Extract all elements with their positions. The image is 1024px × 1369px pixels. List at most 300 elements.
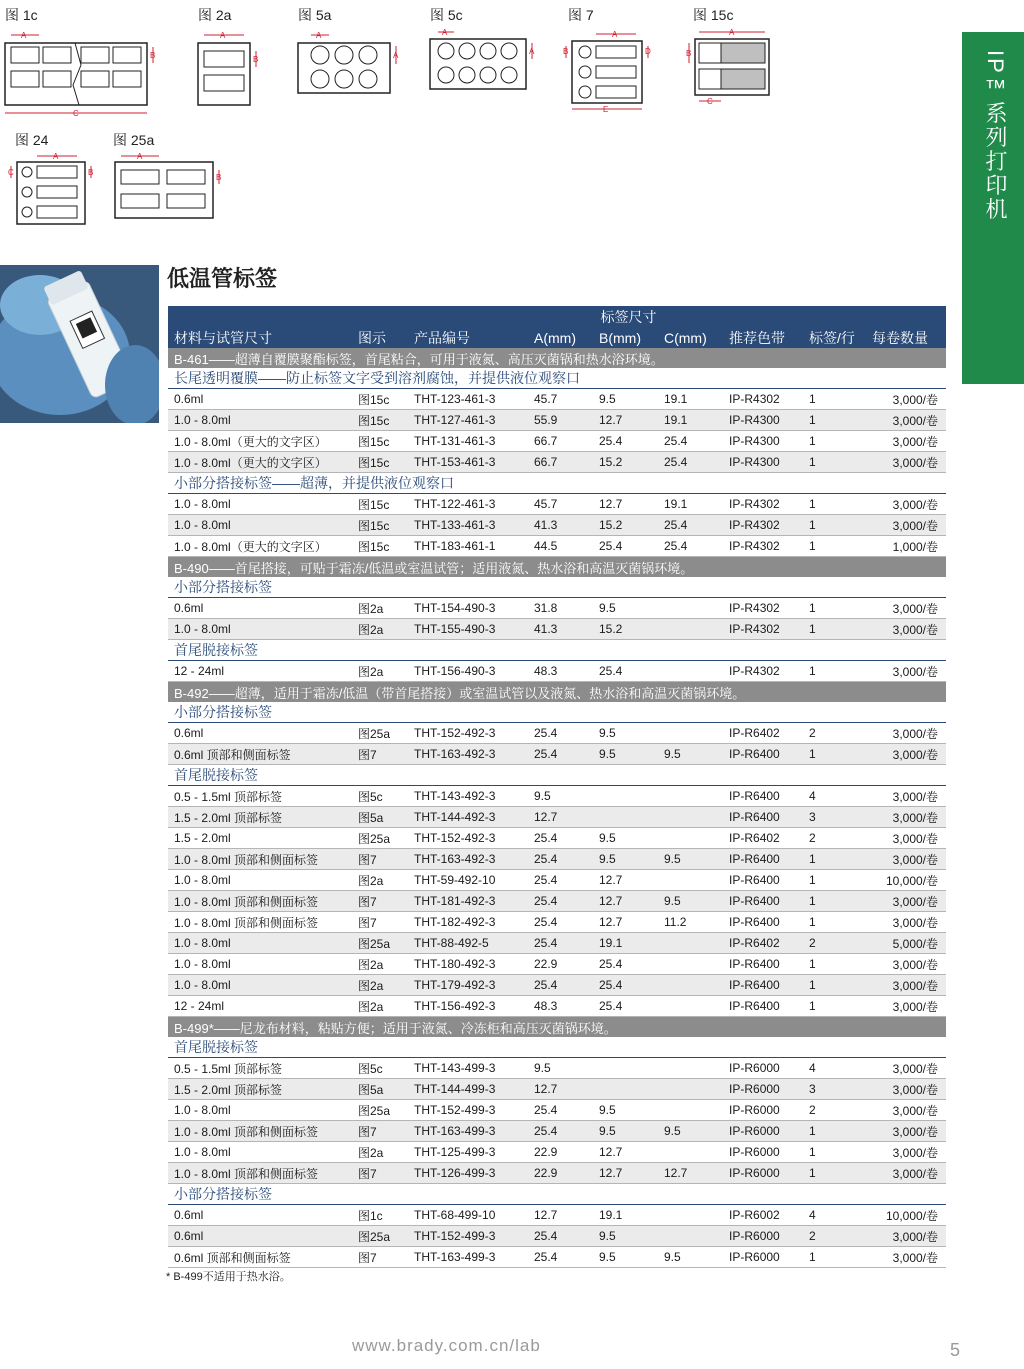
table-row [168, 661, 946, 682]
material-group-title: B-499*——尼龙布材料，粘贴方便；适用于液氮、冷冻柜和高压灭菌锅环境。 [168, 1017, 946, 1038]
subgroup-title: 首尾脱接标签 [168, 1037, 946, 1058]
subgroup-row [168, 640, 946, 661]
cell-part-number: THT-144-492-3 [408, 807, 528, 828]
figure-7-diagram [563, 25, 668, 135]
col-header: 标签/行 [803, 327, 866, 348]
table-row [168, 1205, 946, 1226]
cell-c-mm [658, 996, 723, 1017]
cell-figure: 图1c [352, 1205, 408, 1226]
cell-qty-per-roll: 10,000/卷 [866, 870, 946, 891]
cell-a-mm: 12.7 [528, 1205, 593, 1226]
cell-qty-per-roll: 3,000/卷 [866, 598, 946, 619]
cell-a-mm: 12.7 [528, 807, 593, 828]
cell-a-mm: 44.5 [528, 536, 593, 557]
figure-label: 图 2a [198, 7, 232, 23]
footer-url[interactable]: www.brady.com.cn/lab [352, 1336, 541, 1355]
col-header: 材料与试管尺寸 [168, 327, 352, 348]
cell-ribbon: IP-R6000 [723, 1100, 803, 1121]
cell-a-mm: 12.7 [528, 1079, 593, 1100]
cell-c-mm [658, 954, 723, 975]
cell-labels-per-row: 1 [803, 891, 866, 912]
cell-ribbon: IP-R6400 [723, 912, 803, 933]
cell-a-mm: 25.4 [528, 744, 593, 765]
cell-ribbon: IP-R6000 [723, 1121, 803, 1142]
cell-a-mm: 22.9 [528, 954, 593, 975]
col-header: B(mm) [593, 327, 658, 348]
cell-qty-per-roll: 5,000/卷 [866, 933, 946, 954]
cell-figure: 图2a [352, 661, 408, 682]
cell-ribbon: IP-R6400 [723, 807, 803, 828]
cell-material: 0.5 - 1.5ml 顶部标签 [168, 786, 352, 807]
cell-labels-per-row: 1 [803, 1247, 866, 1268]
cell-ribbon: IP-R4300 [723, 452, 803, 473]
subgroup-title: 小部分搭接标签——超薄，并提供液位观察口 [168, 473, 946, 494]
cell-ribbon: IP-R6000 [723, 1163, 803, 1184]
svg-text:B: B [150, 51, 156, 60]
subgroup-row [168, 702, 946, 723]
table-row [168, 619, 946, 640]
subgroup-title: 长尾透明覆膜——防止标签文字受到溶剂腐蚀，并提供液位观察口 [168, 368, 946, 389]
cell-b-mm [593, 786, 658, 807]
cell-ribbon: IP-R6402 [723, 723, 803, 744]
cell-a-mm: 66.7 [528, 452, 593, 473]
cell-c-mm [658, 786, 723, 807]
table-row [168, 807, 946, 828]
cell-ribbon: IP-R6400 [723, 744, 803, 765]
table-row [168, 536, 946, 557]
cell-labels-per-row: 1 [803, 536, 866, 557]
cell-qty-per-roll: 3,000/卷 [866, 849, 946, 870]
cell-ribbon: IP-R4302 [723, 619, 803, 640]
svg-text:A: A [53, 152, 59, 161]
figure-label: 图 7 [568, 7, 594, 23]
material-group-title: B-461——超薄自覆膜聚酯标签，首尾粘合，可用于液氮、高压灭菌锅和热水浴环境。 [168, 348, 946, 368]
svg-text:A: A [220, 31, 226, 40]
table-row [168, 723, 946, 744]
cell-labels-per-row: 1 [803, 1121, 866, 1142]
cell-a-mm: 25.4 [528, 870, 593, 891]
cell-c-mm [658, 661, 723, 682]
cell-labels-per-row: 1 [803, 975, 866, 996]
cell-figure: 图2a [352, 619, 408, 640]
cell-material: 1.0 - 8.0ml 顶部和侧面标签 [168, 891, 352, 912]
page-number: 5 [950, 1340, 961, 1360]
table-row [168, 1226, 946, 1247]
cell-labels-per-row: 1 [803, 744, 866, 765]
cell-a-mm: 31.8 [528, 598, 593, 619]
cell-material: 0.6ml 顶部和侧面标签 [168, 744, 352, 765]
footnote: * B-499不适用于热水浴。 [166, 1271, 291, 1283]
material-group-title: B-490——首尾搭接，可贴于霜冻/低温或室温试管；适用液氮、热水浴和高温灭菌锅环境。 [168, 557, 946, 578]
material-group-row [168, 348, 946, 368]
figure-label: 图 5c [430, 7, 463, 23]
size-group-header: 标签尺寸 [528, 306, 723, 327]
figure-5a-diagram [298, 25, 408, 125]
cell-figure: 图5a [352, 807, 408, 828]
table-row [168, 933, 946, 954]
cell-c-mm: 9.5 [658, 1121, 723, 1142]
cell-ribbon: IP-R6400 [723, 975, 803, 996]
cell-material: 1.0 - 8.0ml（更大的文字区） [168, 431, 352, 452]
cell-a-mm: 9.5 [528, 1058, 593, 1079]
cell-part-number: THT-163-499-3 [408, 1121, 528, 1142]
cell-figure: 图7 [352, 891, 408, 912]
cell-labels-per-row: 3 [803, 1079, 866, 1100]
table-row [168, 1247, 946, 1268]
cell-qty-per-roll: 3,000/卷 [866, 515, 946, 536]
cell-ribbon: IP-R6002 [723, 1205, 803, 1226]
cell-part-number: THT-163-492-3 [408, 744, 528, 765]
cell-figure: 图7 [352, 912, 408, 933]
cell-b-mm: 25.4 [593, 996, 658, 1017]
table-row [168, 954, 946, 975]
cell-c-mm [658, 619, 723, 640]
cell-b-mm: 12.7 [593, 410, 658, 431]
cell-labels-per-row: 4 [803, 1205, 866, 1226]
cell-ribbon: IP-R6400 [723, 954, 803, 975]
cell-qty-per-roll: 3,000/卷 [866, 431, 946, 452]
svg-text:A: A [529, 47, 535, 56]
svg-text:E: E [603, 105, 609, 114]
cell-b-mm: 12.7 [593, 912, 658, 933]
cell-part-number: THT-156-492-3 [408, 996, 528, 1017]
cell-ribbon: IP-R4302 [723, 661, 803, 682]
cell-material: 0.5 - 1.5ml 顶部标签 [168, 1058, 352, 1079]
cell-a-mm: 25.4 [528, 891, 593, 912]
table-row [168, 996, 946, 1017]
svg-text:B: B [686, 49, 692, 58]
cell-a-mm: 25.4 [528, 975, 593, 996]
cell-b-mm: 12.7 [593, 870, 658, 891]
cell-a-mm: 25.4 [528, 1247, 593, 1268]
cell-a-mm: 25.4 [528, 1121, 593, 1142]
cell-b-mm: 9.5 [593, 828, 658, 849]
cell-part-number: THT-68-499-10 [408, 1205, 528, 1226]
cell-labels-per-row: 1 [803, 619, 866, 640]
cell-c-mm [658, 1205, 723, 1226]
cell-material: 1.0 - 8.0ml [168, 933, 352, 954]
table-header-row-1 [168, 306, 946, 327]
cell-figure: 图15c [352, 494, 408, 515]
cell-part-number: THT-182-492-3 [408, 912, 528, 933]
cell-b-mm: 25.4 [593, 954, 658, 975]
cell-figure: 图15c [352, 536, 408, 557]
cell-material: 12 - 24ml [168, 661, 352, 682]
cell-labels-per-row: 4 [803, 1058, 866, 1079]
cell-a-mm: 22.9 [528, 1142, 593, 1163]
cell-part-number: THT-152-499-3 [408, 1226, 528, 1247]
cell-b-mm: 12.7 [593, 494, 658, 515]
cell-material: 1.0 - 8.0ml 顶部和侧面标签 [168, 849, 352, 870]
cell-ribbon: IP-R6400 [723, 786, 803, 807]
cell-material: 1.0 - 8.0ml 顶部和侧面标签 [168, 1121, 352, 1142]
col-header: C(mm) [658, 327, 723, 348]
figure-label: 图 1c [5, 7, 38, 23]
subgroup-row [168, 765, 946, 786]
cell-qty-per-roll: 3,000/卷 [866, 1163, 946, 1184]
cell-a-mm: 41.3 [528, 619, 593, 640]
cell-part-number: THT-152-492-3 [408, 828, 528, 849]
cell-labels-per-row: 2 [803, 828, 866, 849]
cell-part-number: THT-180-492-3 [408, 954, 528, 975]
cell-labels-per-row: 1 [803, 431, 866, 452]
cell-b-mm [593, 1058, 658, 1079]
cell-a-mm: 22.9 [528, 1163, 593, 1184]
subgroup-title: 小部分搭接标签 [168, 702, 946, 723]
svg-text:B: B [88, 168, 94, 177]
header-spacer [168, 306, 528, 327]
cell-ribbon: IP-R6402 [723, 933, 803, 954]
material-group-row [168, 1017, 946, 1038]
cell-figure: 图15c [352, 410, 408, 431]
cell-a-mm: 25.4 [528, 1100, 593, 1121]
figure-24-diagram [8, 150, 105, 250]
subgroup-row [168, 368, 946, 389]
cell-c-mm: 9.5 [658, 891, 723, 912]
table-row [168, 494, 946, 515]
col-header: 图示 [352, 327, 408, 348]
cell-figure: 图7 [352, 1163, 408, 1184]
tube-photo-illustration [0, 265, 159, 423]
cell-c-mm: 9.5 [658, 1247, 723, 1268]
cell-material: 1.5 - 2.0ml 顶部标签 [168, 1079, 352, 1100]
cell-ribbon: IP-R6000 [723, 1142, 803, 1163]
cell-material: 1.5 - 2.0ml [168, 828, 352, 849]
table-row [168, 515, 946, 536]
cell-part-number: THT-131-461-3 [408, 431, 528, 452]
cell-part-number: THT-133-461-3 [408, 515, 528, 536]
cell-material: 1.5 - 2.0ml 顶部标签 [168, 807, 352, 828]
cell-c-mm [658, 1079, 723, 1100]
table-row [168, 849, 946, 870]
cell-figure: 图2a [352, 975, 408, 996]
table-row [168, 452, 946, 473]
cell-part-number: THT-88-492-5 [408, 933, 528, 954]
cell-labels-per-row: 1 [803, 1142, 866, 1163]
svg-text:C: C [8, 168, 14, 177]
cell-part-number: THT-122-461-3 [408, 494, 528, 515]
cell-labels-per-row: 2 [803, 723, 866, 744]
cell-part-number: THT-143-492-3 [408, 786, 528, 807]
cell-figure: 图2a [352, 870, 408, 891]
subgroup-row [168, 1037, 946, 1058]
cell-labels-per-row: 1 [803, 452, 866, 473]
cell-labels-per-row: 1 [803, 954, 866, 975]
figure-5c-diagram [430, 25, 550, 125]
cell-figure: 图2a [352, 598, 408, 619]
cell-qty-per-roll: 3,000/卷 [866, 996, 946, 1017]
cell-figure: 图25a [352, 828, 408, 849]
table-row [168, 1079, 946, 1100]
cell-figure: 图25a [352, 933, 408, 954]
cell-part-number: THT-143-499-3 [408, 1058, 528, 1079]
svg-text:A: A [612, 30, 618, 39]
col-header: 推荐色带 [723, 327, 803, 348]
cell-labels-per-row: 1 [803, 912, 866, 933]
cell-material: 1.0 - 8.0ml 顶部和侧面标签 [168, 1163, 352, 1184]
cell-a-mm: 55.9 [528, 410, 593, 431]
cell-qty-per-roll: 3,000/卷 [866, 723, 946, 744]
cell-labels-per-row: 2 [803, 1226, 866, 1247]
cell-ribbon: IP-R6400 [723, 891, 803, 912]
cell-a-mm: 25.4 [528, 723, 593, 744]
cell-b-mm [593, 807, 658, 828]
cell-qty-per-roll: 3,000/卷 [866, 452, 946, 473]
cell-labels-per-row: 1 [803, 870, 866, 891]
cell-qty-per-roll: 3,000/卷 [866, 1121, 946, 1142]
cell-a-mm: 9.5 [528, 786, 593, 807]
cell-ribbon: IP-R6400 [723, 996, 803, 1017]
cell-qty-per-roll: 3,000/卷 [866, 1058, 946, 1079]
col-header: 产品编号 [408, 327, 528, 348]
cell-c-mm [658, 807, 723, 828]
cell-c-mm: 19.1 [658, 410, 723, 431]
cell-material: 0.6ml [168, 1226, 352, 1247]
table-row [168, 598, 946, 619]
cell-qty-per-roll: 3,000/卷 [866, 891, 946, 912]
material-group-title: B-492——超薄，适用于霜冻/低温（带首尾搭接）或室温试管以及液氮、热水浴和高温灭菌锅环境。 [168, 682, 946, 703]
cell-ribbon: IP-R6402 [723, 828, 803, 849]
cell-figure: 图2a [352, 954, 408, 975]
cell-labels-per-row: 1 [803, 410, 866, 431]
cell-a-mm: 25.4 [528, 828, 593, 849]
cell-part-number: THT-123-461-3 [408, 389, 528, 410]
cell-qty-per-roll: 10,000/卷 [866, 1205, 946, 1226]
svg-text:A: A [729, 28, 735, 37]
svg-text:C: C [707, 97, 713, 106]
cell-part-number: THT-152-492-3 [408, 723, 528, 744]
cell-material: 1.0 - 8.0ml [168, 619, 352, 640]
cell-ribbon: IP-R4302 [723, 536, 803, 557]
cell-ribbon: IP-R6400 [723, 870, 803, 891]
cell-figure: 图25a [352, 1226, 408, 1247]
cell-material: 1.0 - 8.0ml [168, 870, 352, 891]
cell-ribbon: IP-R6000 [723, 1058, 803, 1079]
cell-c-mm [658, 598, 723, 619]
cell-a-mm: 48.3 [528, 996, 593, 1017]
cell-ribbon: IP-R6000 [723, 1079, 803, 1100]
cell-c-mm [658, 975, 723, 996]
cell-a-mm: 45.7 [528, 389, 593, 410]
cell-material: 1.0 - 8.0ml [168, 515, 352, 536]
figure-label: 图 15c [693, 7, 734, 23]
cell-figure: 图5c [352, 1058, 408, 1079]
cell-part-number: THT-163-492-3 [408, 849, 528, 870]
cell-qty-per-roll: 3,000/卷 [866, 410, 946, 431]
cell-figure: 图7 [352, 849, 408, 870]
cell-part-number: THT-156-490-3 [408, 661, 528, 682]
cell-qty-per-roll: 3,000/卷 [866, 975, 946, 996]
cell-ribbon: IP-R4302 [723, 389, 803, 410]
cell-qty-per-roll: 3,000/卷 [866, 912, 946, 933]
cell-qty-per-roll: 3,000/卷 [866, 619, 946, 640]
figure-1c-diagram [5, 25, 155, 125]
table-row [168, 1058, 946, 1079]
cell-c-mm [658, 1226, 723, 1247]
cell-part-number: THT-125-499-3 [408, 1142, 528, 1163]
cell-qty-per-roll: 3,000/卷 [866, 828, 946, 849]
cell-ribbon: IP-R6000 [723, 1247, 803, 1268]
cell-b-mm: 12.7 [593, 1142, 658, 1163]
cell-b-mm: 9.5 [593, 744, 658, 765]
cell-material: 1.0 - 8.0ml [168, 975, 352, 996]
table-row [168, 1163, 946, 1184]
cell-a-mm: 25.4 [528, 849, 593, 870]
cell-b-mm: 9.5 [593, 1121, 658, 1142]
cell-labels-per-row: 1 [803, 661, 866, 682]
figure-15c-diagram [686, 25, 783, 125]
section-title: 低温管标签 [167, 266, 278, 291]
table-row [168, 912, 946, 933]
cell-part-number: THT-181-492-3 [408, 891, 528, 912]
cell-labels-per-row: 1 [803, 515, 866, 536]
cell-a-mm: 41.3 [528, 515, 593, 536]
cell-c-mm: 19.1 [658, 494, 723, 515]
cell-a-mm: 45.7 [528, 494, 593, 515]
cell-b-mm: 9.5 [593, 723, 658, 744]
subgroup-title: 首尾脱接标签 [168, 765, 946, 786]
cell-a-mm: 48.3 [528, 661, 593, 682]
cell-qty-per-roll: 3,000/卷 [866, 494, 946, 515]
table-row [168, 744, 946, 765]
cell-b-mm: 25.4 [593, 661, 658, 682]
cell-material: 1.0 - 8.0ml [168, 954, 352, 975]
svg-text:A: A [21, 31, 27, 40]
table-row [168, 786, 946, 807]
cell-c-mm [658, 1100, 723, 1121]
cell-b-mm: 19.1 [593, 933, 658, 954]
cell-qty-per-roll: 3,000/卷 [866, 954, 946, 975]
cell-material: 1.0 - 8.0ml 顶部和侧面标签 [168, 912, 352, 933]
cell-c-mm: 25.4 [658, 431, 723, 452]
cell-qty-per-roll: 3,000/卷 [866, 1142, 946, 1163]
subgroup-row [168, 1184, 946, 1205]
svg-text:B: B [253, 55, 259, 64]
cell-qty-per-roll: 3,000/卷 [866, 1247, 946, 1268]
table-row [168, 891, 946, 912]
cell-qty-per-roll: 3,000/卷 [866, 786, 946, 807]
table-header-row-2 [168, 327, 946, 348]
cell-b-mm: 25.4 [593, 536, 658, 557]
cell-material: 0.6ml [168, 389, 352, 410]
cell-material: 1.0 - 8.0ml（更大的文字区） [168, 452, 352, 473]
cell-c-mm: 19.1 [658, 389, 723, 410]
cell-qty-per-roll: 3,000/卷 [866, 1100, 946, 1121]
header-spacer [723, 306, 946, 327]
cell-figure: 图7 [352, 1121, 408, 1142]
subgroup-title: 小部分搭接标签 [168, 1184, 946, 1205]
table-row [168, 1100, 946, 1121]
cell-part-number: THT-126-499-3 [408, 1163, 528, 1184]
table-row [168, 389, 946, 410]
cell-figure: 图7 [352, 1247, 408, 1268]
product-photo [0, 265, 159, 423]
cell-qty-per-roll: 3,000/卷 [866, 807, 946, 828]
cell-a-mm: 66.7 [528, 431, 593, 452]
cell-part-number: THT-179-492-3 [408, 975, 528, 996]
cell-ribbon: IP-R4300 [723, 410, 803, 431]
cell-labels-per-row: 2 [803, 1100, 866, 1121]
cell-part-number: THT-144-499-3 [408, 1079, 528, 1100]
cell-labels-per-row: 3 [803, 807, 866, 828]
cell-b-mm [593, 1079, 658, 1100]
cell-c-mm: 25.4 [658, 515, 723, 536]
cell-part-number: THT-183-461-1 [408, 536, 528, 557]
figure-label: 图 25a [113, 132, 155, 148]
cell-ribbon: IP-R6000 [723, 1226, 803, 1247]
cell-material: 1.0 - 8.0ml（更大的文字区） [168, 536, 352, 557]
cell-figure: 图5a [352, 1079, 408, 1100]
